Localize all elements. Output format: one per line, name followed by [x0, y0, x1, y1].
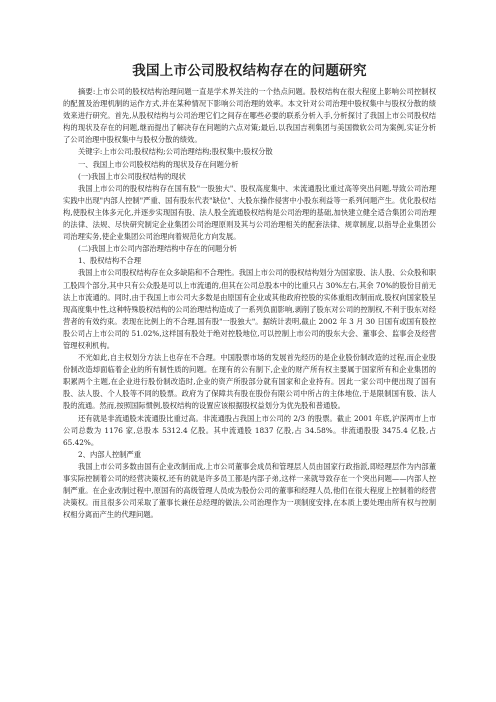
subsection-heading: (二)我国上市公司内部治理结构中存在的问题分析: [78, 244, 237, 254]
document-title: 我国上市公司股权结构存在的问题研究: [132, 63, 367, 79]
body-paragraph: 我国上市公司多数由国有企业改制而成,上市公司董事会成员和管理层人员由国家行政指派,即经理层作为内部董事实际控制着公司的经营决策权,还有的就是许多员工都是内部子弟,这样一来就导致存在一个突出问题——内部人控制严重。在企业改制过程中,原国有的高级管理人员成为股份公司的董事和经理人员,他们在很大程度上控制着的经营决策权。而且很多公司采取了董事长兼任总经理的做法,公司治理作为一项制度安排,在本质上要处理由所有权与控制权相分离而产生的代理问题。: [63, 461, 436, 520]
point-heading: 2、内部人控制严重: [78, 449, 142, 459]
body-paragraph: 我国上市公司的股权结构存在国有股"一股独大"、股权高度集中、未流通股比重过高等突出问题,导致公司治理实践中出现"内部人控制"严重、国有股东代表"缺位"、大股东操作侵害中小股东利益等一系列问题产生。优化股权结构,使股权主体多元化,并逐步实现国有股、法人股全流通股权结构是公司治理的基础,加快建立健全适合集团公司治理的法律、法规、尽快研究制定企业集团公司治理原则及其与公司治理相关的配套法律、规章制度,以指导企业集团公司治理实务,使企业集团公司治理向着规范化方向发展。: [63, 183, 436, 242]
keywords-line: 关键字:上市公司;股权结构;公司治理结构;股权集中;股权分散: [78, 147, 273, 157]
point-heading: 1、股权结构不合理: [78, 256, 142, 266]
subsection-heading: (一)我国上市公司股权结构的现状: [78, 171, 186, 181]
body-paragraph: 还有就是非流通股未流通股比重过高。非流通股占我国上市公司的 2/3 的股票。截止 2001 年底,沪深两市上市公司总数为 1176 家,总股本 5312.4 亿股。其中流通股 1837 亿股,占 34.58%。非流通股股 3475.4 亿股,占 65.42%。: [63, 413, 436, 447]
abstract-paragraph: 摘要:上市公司的股权结构治理问题一直是学术界关注的一个热点问题。股权结构在很大程度上影响公司控制权的配置及治理机制的运作方式,并在某种情况下影响公司治理的效率。本文针对公司治理中股权集中与股权分散的绩效来进行研究。首先,从股权结构与公司治理它们之间存在哪些必要的联系分析入手,分析探讨了我国上市公司股权结构的现状及存在的问题,继而提出了解决存在问题的六点对策;最后,以我国吉利集团与美国微软公司为案例,实证分析了公司治理中股权集中与股权分散的绩效。: [63, 87, 436, 145]
body-paragraph: 不光如此,自主权划分方法上也存在不合理。中国股票市场的发展首先经历的是企业股份制改造的过程,而企业股份制改造却面临着企业的所有制性质的问题。在现有的公有制下,企业的财产所有权主要属于国家所有和企业集团的职累两个主题,在企业进行股份制改造时,企业的资产所股部分就有国家和企业持有。因此一家公司中便出现了国有股、法人股、个人股等不同的股票。政府为了保障共有股在股份有限公司中所占的主体地位,于是限制国有股、法人股的流通。然而,按照国际惯例,股权结构的设置应该根据股权益划分为优先股和普通股。: [63, 353, 436, 411]
section-heading: 一、我国上市公司股权结构的现状及存在问题分析: [78, 159, 239, 169]
body-paragraph: 我国上市公司股权结构存在众多缺陷和不合理性。我国上市公司的股权结构划分为国家股、法人股、公众股和职工股四个部分,其中只有公众股是可以上市流通的,但其在公司总股本中的比重只占 30%左右,其余 70%的股份目前无法上市流通的。同时,由于我国上市公司大多数是由原国有企业或其他政府控股的实体重组改制而成,股权向国家股呈现高度集中性,这种特殊股权结构的公司治理结构造成了一系列负面影响,剥削了股东对公司的控制权,不利于股东对经营者的有效约束。表现在比例上的不合理,国有股"一股独大"。据统计表明,截止 2002 年 3 月 30 日国有或国有股控股公司占上市公司的 51.02%,这样国有股处于绝对控股地位,可以控制上市公司的股东大会、董事会、监事会及经营管理权利机构。: [63, 268, 436, 350]
document-body: [63, 86, 436, 521]
